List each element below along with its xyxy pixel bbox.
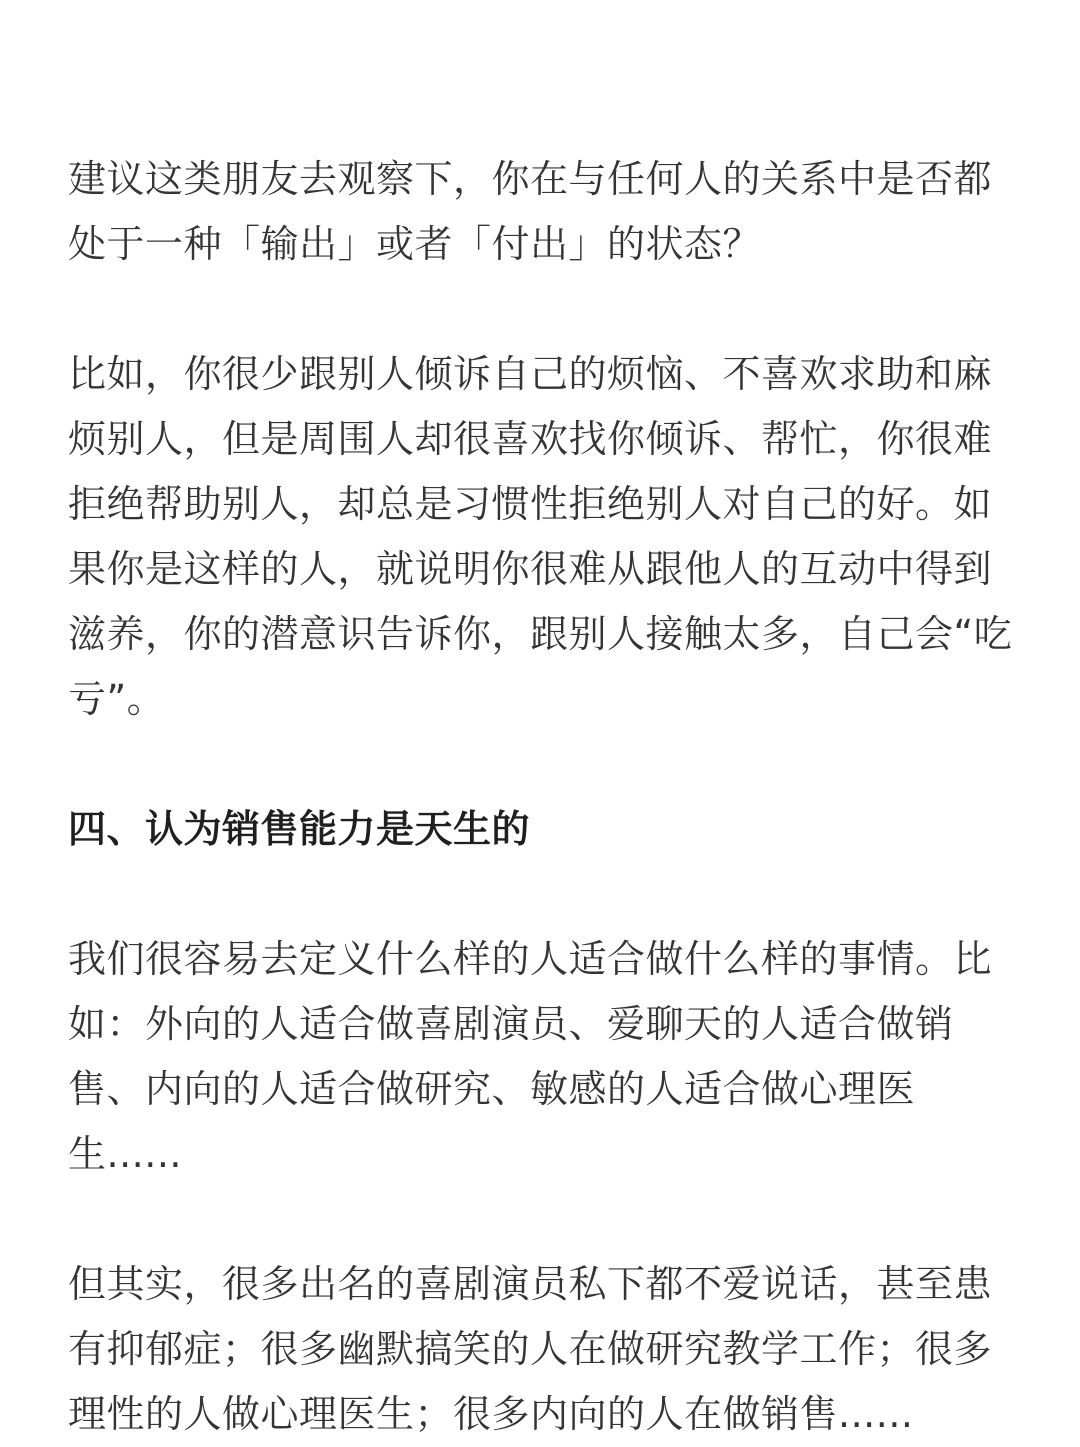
paragraph-counterexamples: 但其实，很多出名的喜剧演员私下都不爱说话，甚至患有抑郁症；很多幽默搞笑的人在做研究教学工作；很多理性的人做心理医生；很多内向的人在做销售...... <box>68 1262 993 1436</box>
paragraph-definitions: 我们很容易去定义什么样的人适合做什么样的事情。比如：外向的人适合做喜剧演员、爱聊天的人适合做销售、内向的人适合做研究、敏感的人适合做心理医生...... <box>68 937 993 1176</box>
article-body <box>68 147 1020 1447</box>
paragraph-example: 比如，你很少跟别人倾诉自己的烦恼、不喜欢求助和麻烦别人，但是周围人却很喜欢找你倾诉、帮忙，你很难拒绝帮助别人，却总是习惯性拒绝别人对自己的好。如果你是这样的人，就说明你很难从跟他人的互动中得到滋养，你的潜意识告诉你，跟别人接触太多，自己会“吃亏”。 <box>68 352 1013 721</box>
section-heading: 四、认为销售能力是天生的 <box>68 807 531 851</box>
paragraph-output-state: 建议这类朋友去观察下，你在与任何人的关系中是否都处于一种「输出」或者「付出」的状态？ <box>68 157 993 266</box>
